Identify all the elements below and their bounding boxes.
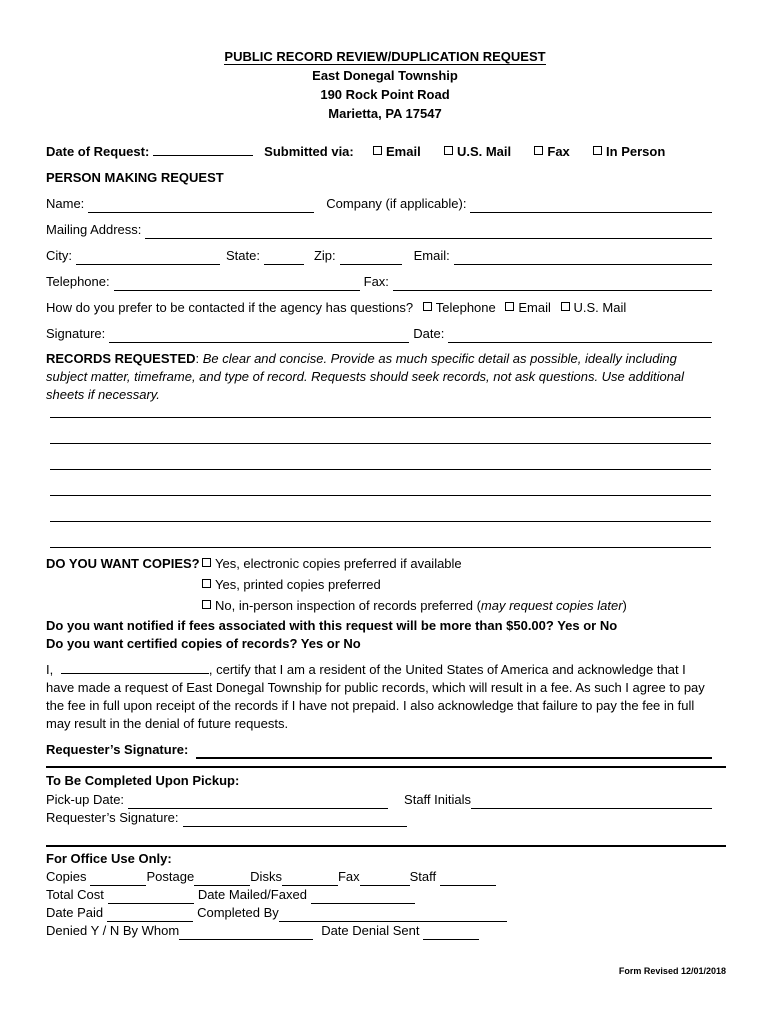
telephone-field[interactable] [114, 278, 360, 291]
copies-inspection-close: ) [622, 598, 627, 613]
name-field[interactable] [88, 200, 314, 213]
telephone-row [46, 273, 712, 291]
email-option-label: Email [386, 144, 421, 159]
fax-label: Fax: [363, 274, 389, 289]
contact-question: How do you prefer to be contacted if the agency has questions? [46, 300, 414, 315]
staff-initials-label: Staff Initials [404, 792, 472, 807]
copies-printed-checkbox[interactable] [202, 579, 211, 588]
pickup-signature-field[interactable] [183, 814, 407, 827]
copies-question: DO YOU WANT COPIES? [46, 556, 200, 571]
contact-telephone-label: Telephone [435, 300, 496, 315]
office-fax-label: Fax [337, 869, 360, 884]
office-total-label: Total Cost [46, 887, 104, 902]
city-label: City: [46, 248, 72, 263]
records-line-1[interactable] [50, 417, 711, 418]
date-request-field[interactable] [153, 143, 253, 156]
pickup-signature-row [46, 809, 712, 827]
copies-option-1 [196, 555, 646, 573]
copies-inspection-label: No, in-person inspection of records preferred ( [215, 598, 481, 613]
records-requested: RECORDS REQUESTED: Be clear and concise. Provide as much specific detail as possible, ideally including subject matter, timeframe, and type of record. Requests should seek records, not ask questions. Use additional sheets if necessary. [46, 351, 685, 402]
email-checkbox[interactable] [373, 146, 382, 155]
office-postage-field[interactable] [194, 873, 250, 886]
copies-electronic-checkbox[interactable] [202, 558, 211, 567]
date-request-label: Date of Request: [46, 144, 150, 159]
office-postage-label: Postage [146, 869, 195, 884]
contact-mail-checkbox[interactable] [561, 302, 570, 311]
pickup-date-label: Pick-up Date: [46, 792, 125, 807]
date-label: Date: [413, 326, 445, 341]
fax-checkbox[interactable] [534, 146, 543, 155]
requester-signature-label: Requester’s Signature: [46, 742, 189, 757]
office-total-field[interactable] [108, 891, 194, 904]
state-label: State: [226, 248, 260, 263]
contact-email-label: Email [518, 300, 551, 315]
request-row [46, 143, 712, 161]
city-row [46, 247, 712, 265]
office-denied-label: Denied Y / N By Whom [46, 923, 180, 938]
records-line-5[interactable] [50, 521, 711, 522]
office-completed-field[interactable] [279, 909, 507, 922]
records-line-4[interactable] [50, 495, 711, 496]
zip-field[interactable] [340, 252, 402, 265]
office-staff-label: Staff [409, 869, 437, 884]
form-title-text: PUBLIC RECORD REVIEW/DUPLICATION REQUEST [224, 49, 546, 64]
state-field[interactable] [264, 252, 304, 265]
office-mailed-label: Date Mailed/Faxed [197, 887, 307, 902]
form-revision: Form Revised 12/01/2018 [618, 966, 726, 976]
certified-question: Do you want certified copies of records? Yes or No [46, 636, 361, 651]
section-divider-1 [46, 766, 726, 768]
office-copies-field[interactable] [90, 873, 146, 886]
records-label: RECORDS REQUESTED [46, 351, 196, 366]
copies-inspection-note: may request copies later [480, 598, 623, 613]
office-mailed-field[interactable] [311, 891, 415, 904]
office-row-4 [46, 922, 712, 940]
mailing-row [46, 221, 712, 239]
company-field[interactable] [470, 200, 712, 213]
zip-label: Zip: [313, 248, 336, 263]
certify-text-1: , certify that I am a resident of the United States of America and acknowledge that I [208, 662, 686, 677]
certify-line [46, 661, 712, 679]
office-paid-label: Date Paid [46, 905, 104, 920]
office-row-1 [46, 868, 712, 886]
fax-field[interactable] [393, 278, 712, 291]
office-staff-field[interactable] [440, 873, 496, 886]
pickup-date-field[interactable] [128, 796, 388, 809]
notify-question: Do you want notified if fees associated with this request will be more than $50.00? Yes or No [46, 618, 618, 633]
org-address-1: 190 Rock Point Road [320, 87, 450, 102]
pickup-heading: To Be Completed Upon Pickup: [46, 773, 240, 788]
office-fax-field[interactable] [360, 873, 410, 886]
office-row-3 [46, 904, 712, 922]
office-row-2 [46, 886, 712, 904]
certify-name-field[interactable] [61, 661, 209, 674]
office-paid-field[interactable] [107, 909, 193, 922]
records-line-2[interactable] [50, 443, 711, 444]
signature-label: Signature: [46, 326, 106, 341]
mail-option-label: U.S. Mail [456, 144, 512, 159]
mailing-field[interactable] [145, 226, 712, 239]
office-heading: For Office Use Only: [46, 851, 172, 866]
email-label: Email: [413, 248, 450, 263]
copies-option-2 [196, 576, 646, 594]
mailing-label: Mailing Address: [46, 222, 142, 237]
in-person-checkbox[interactable] [593, 146, 602, 155]
contact-email-checkbox[interactable] [505, 302, 514, 311]
signature-field[interactable] [109, 330, 409, 343]
office-denial-sent-label: Date Denial Sent [321, 923, 420, 938]
pickup-signature-label: Requester’s Signature: [46, 810, 179, 825]
office-disks-field[interactable] [282, 873, 338, 886]
office-denied-field[interactable] [179, 927, 313, 940]
in-person-option-label: In Person [606, 144, 666, 159]
contact-telephone-checkbox[interactable] [423, 302, 432, 311]
org-name: East Donegal Township [312, 68, 458, 83]
submitted-via-label: Submitted via: [264, 144, 354, 159]
office-denial-sent-field[interactable] [423, 927, 479, 940]
records-instructions: Be clear and concise. Provide as much specific detail as possible, ideally including subject matter, timeframe, and type of record. Requests should seek records, not ask questions. Use additional sheets if necessary. [46, 351, 685, 402]
copies-printed-label: Yes, printed copies preferred [215, 577, 381, 592]
section-divider-2 [46, 845, 726, 847]
mail-checkbox[interactable] [444, 146, 453, 155]
records-line-3[interactable] [50, 469, 711, 470]
email-field[interactable] [454, 252, 712, 265]
pickup-date-row [46, 791, 712, 809]
city-field[interactable] [76, 252, 220, 265]
signature-row [46, 325, 712, 343]
company-label: Company (if applicable): [326, 196, 467, 211]
form-title [0, 48, 770, 66]
copies-electronic-label: Yes, electronic copies preferred if available [215, 556, 462, 571]
certify-prefix: I, [46, 662, 54, 677]
org-address-2: Marietta, PA 17547 [328, 106, 442, 121]
date-field[interactable] [448, 330, 712, 343]
name-row [46, 195, 712, 213]
certify-text-2: have made a request of East Donegal Township for public records, which will result in a fee. As such I agree to pay the fee in full upon receipt of the records if I have not prepaid. I also acknowledge that failure to pay the fee in full may result in the denial of future requests. [46, 680, 705, 731]
contact-pref-row [46, 299, 712, 317]
records-line-6[interactable] [50, 547, 711, 548]
telephone-label: Telephone: [46, 274, 110, 289]
requester-signature-field[interactable] [196, 745, 712, 759]
name-label: Name: [46, 196, 85, 211]
contact-mail-label: U.S. Mail [573, 300, 627, 315]
requester-signature-row [46, 741, 712, 759]
person-heading: PERSON MAKING REQUEST [46, 170, 224, 185]
office-completed-label: Completed By [197, 905, 279, 920]
office-copies-label: Copies [46, 869, 87, 884]
fax-option-label: Fax [547, 144, 570, 159]
office-disks-label: Disks [250, 869, 282, 884]
copies-option-3 [196, 597, 656, 615]
staff-initials-field[interactable] [471, 796, 712, 809]
copies-inspection-checkbox[interactable] [202, 600, 211, 609]
